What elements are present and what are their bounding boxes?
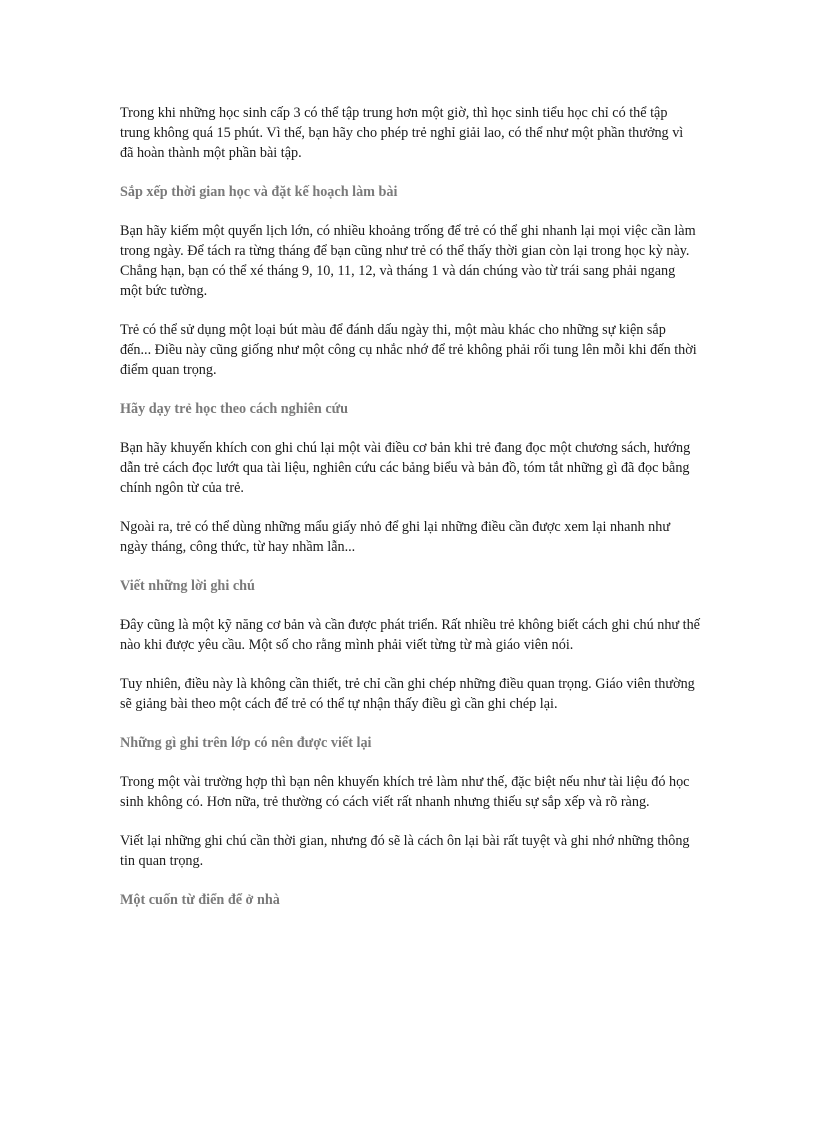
paragraph-review: Viết lại những ghi chú cần thời gian, nhưng đó sẽ là cách ôn lại bài rất tuyệt và ghi nhớ những thông tin quan trọng.	[120, 833, 690, 869]
document-page	[120, 103, 700, 929]
paragraph-skill: Đây cũng là một kỹ năng cơ bản và cần được phát triển. Rất nhiều trẻ không biết cách ghi chú như thế nào khi được yêu cầu. Một số cho rằng mình phải viết từng từ mà giáo viên nói.	[120, 617, 700, 653]
heading-schedule: Sắp xếp thời gian học và đặt kế hoạch làm bài	[120, 184, 398, 200]
paragraph-break-time: Trong khi những học sinh cấp 3 có thể tập trung hơn một giờ, thì học sinh tiểu học chỉ có thể tập trung không quá 15 phút. Vì thế, bạn hãy cho phép trẻ nghỉ giải lao, có thể như một phần thưởng vì đã hoàn thành một phần bài tập.	[120, 105, 684, 161]
heading-rewrite: Những gì ghi trên lớp có nên được viết lại	[120, 735, 372, 751]
paragraph-notes-paper: Ngoài ra, trẻ có thể dùng những mẩu giấy nhỏ để ghi lại những điều cần được xem lại nhanh như ngày tháng, công thức, từ hay nhầm lẫn...	[120, 519, 671, 555]
heading-research: Hãy dạy trẻ học theo cách nghiên cứu	[120, 401, 349, 417]
paragraph-color-pens: Trẻ có thể sử dụng một loại bút màu để đánh dấu ngày thi, một màu khác cho những sự kiện sắp đến... Điều này cũng giống như một công cụ nhắc nhớ để trẻ không phải rối tung lên mỗi khi đến thời điểm quan trọng.	[120, 322, 697, 378]
heading-dictionary: Một cuốn từ điển để ở nhà	[120, 892, 280, 908]
paragraph-reading: Bạn hãy khuyến khích con ghi chú lại một vài điều cơ bản khi trẻ đang đọc một chương sách, hướng dẫn trẻ cách đọc lướt qua tài liệu, nghiên cứu các bảng biểu và bản đồ, tóm tắt những gì đã đọc bằng chính ngôn từ của trẻ.	[120, 440, 691, 496]
paragraph-calendar: Bạn hãy kiếm một quyển lịch lớn, có nhiều khoảng trống để trẻ có thể ghi nhanh lại mọi việc cần làm trong ngày. Để tách ra từng tháng để bạn cũng như trẻ có thể thấy thời gian còn lại trong học kỳ này. Chẳng hạn, bạn có thể xé tháng 9, 10, 11, 12, và tháng 1 và dán chúng vào từ trái sang phải ngang một bức tường.	[120, 223, 696, 299]
paragraph-encourage: Trong một vài trường hợp thì bạn nên khuyến khích trẻ làm như thế, đặc biệt nếu như tài liệu đó học sinh không có. Hơn nữa, trẻ thường có cách viết rất nhanh nhưng thiếu sự sắp xếp và rõ ràng.	[120, 774, 690, 810]
heading-note-taking: Viết những lời ghi chú	[120, 578, 255, 594]
paragraph-important: Tuy nhiên, điều này là không cần thiết, trẻ chỉ cần ghi chép những điều quan trọng. Giáo viên thường sẽ giảng bài theo một cách để trẻ có thể tự nhận thấy điều gì cần ghi chép lại.	[120, 676, 695, 712]
